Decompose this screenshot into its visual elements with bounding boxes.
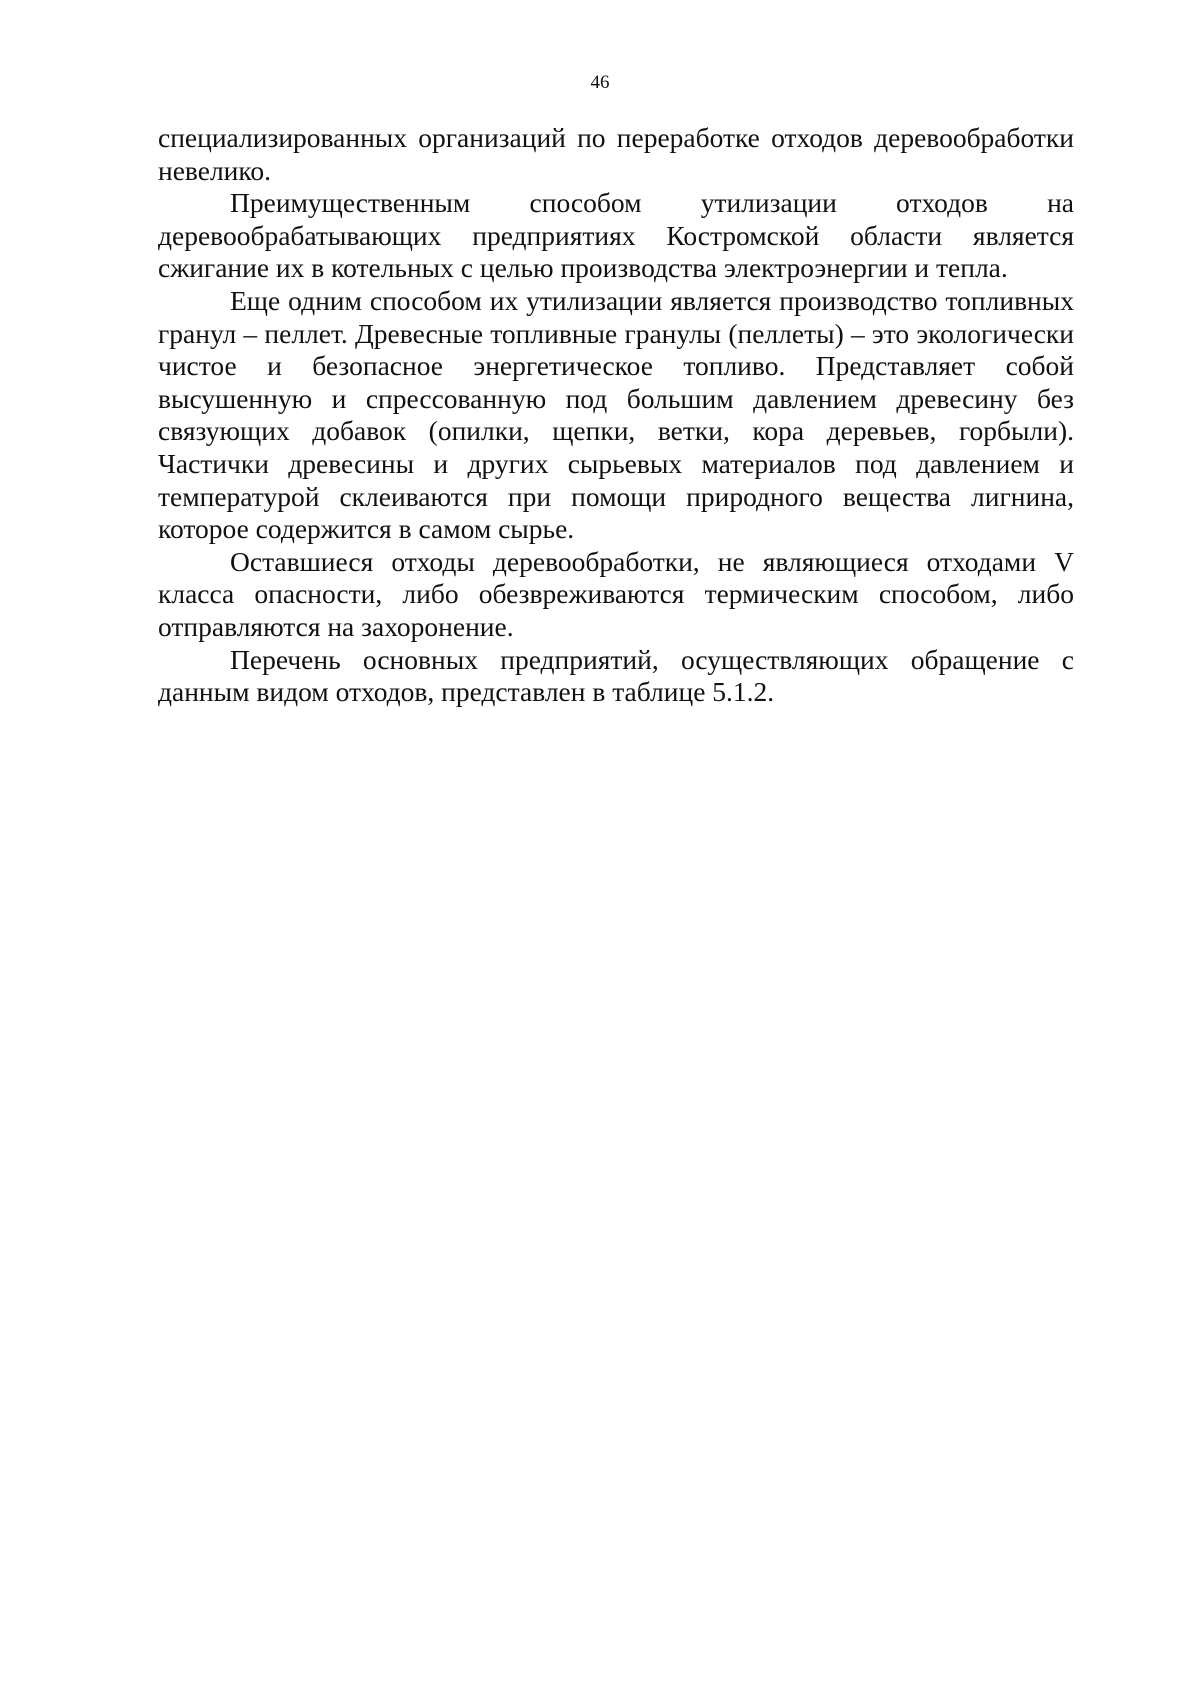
document-body bbox=[158, 122, 1074, 709]
paragraph-3: Еще одним способом их утилизации является производство топливных гранул – пеллет. Древесные топливные гранулы (пеллеты) – это экологически чистое и безопасное энергетическое топливо. Представляет собой высушенную и спрессованную под большим давлением древесину без связующих добавок (опилки, щепки, ветки, кора деревьев, горбыли). Частички древесины и других сырьевых материалов под давлением и температурой склеиваются при помощи природного вещества лигнина, которое содержится в самом сырье. bbox=[158, 284, 1074, 545]
paragraph-5: Перечень основных предприятий, осуществляющих обращение с данным видом отходов, представлен в таблице 5.1.2. bbox=[158, 643, 1074, 708]
paragraph-1: специализированных организаций по переработке отходов деревообработки невелико. bbox=[158, 122, 1074, 186]
paragraph-2: Преимущественным способом утилизации отходов на деревообрабатывающих предприятиях Костромской области является сжигание их в котельных с целью производства электроэнергии и тепла. bbox=[158, 187, 1074, 284]
paragraph-4: Оставшиеся отходы деревообработки, не являющиеся отходами V класса опасности, либо обезвреживаются термическим способом, либо отправляются на захоронение. bbox=[158, 545, 1074, 642]
page-number: 46 bbox=[590, 72, 610, 93]
